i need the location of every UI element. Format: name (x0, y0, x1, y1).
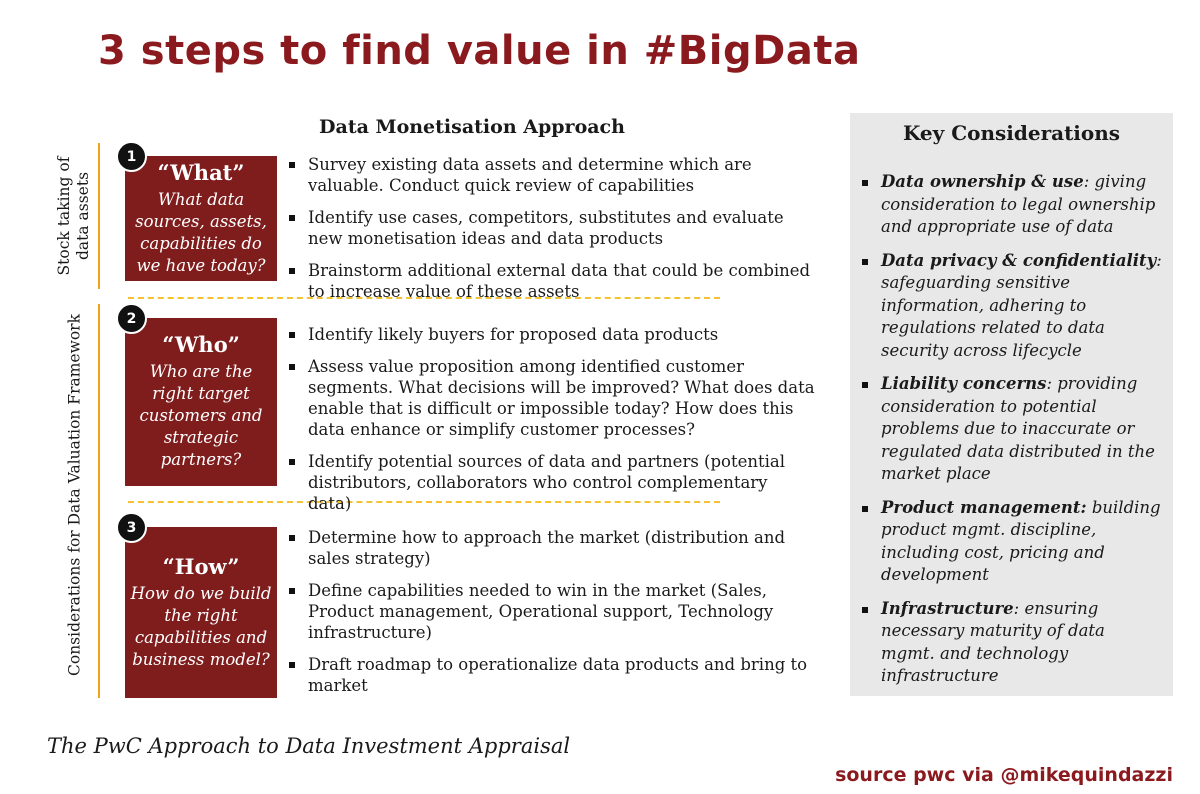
list-item (287, 451, 815, 514)
step-2-question: Who are the right target customers and strategic partners? (139, 362, 263, 469)
list-item (287, 154, 815, 196)
list-item (862, 250, 1162, 363)
consideration-term: Product management: (881, 497, 1087, 517)
step-2-number: 2 (116, 303, 147, 334)
step-3-number: 3 (116, 512, 147, 543)
bullet-text: Identify potential sources of data and partners (potential distributors, collaborators who control complementary data) (308, 452, 786, 513)
list-item (287, 527, 815, 569)
bullet-square-icon (289, 662, 295, 668)
list-item (862, 373, 1162, 486)
bullet-square-icon (862, 180, 868, 186)
step-3-box (125, 519, 277, 698)
key-considerations-list (862, 171, 1162, 699)
considerations-label-text: Considerations for Data Valuation Framework (65, 314, 84, 676)
step-3-keyword: “How” (162, 553, 240, 579)
list-item (287, 324, 815, 345)
step-1-keyword: “What” (157, 159, 245, 185)
bullet-square-icon (289, 332, 295, 338)
list-item (862, 598, 1162, 688)
considerations-line (98, 304, 100, 698)
consideration-term: Data privacy & confidentiality (881, 250, 1157, 270)
list-item (287, 654, 815, 696)
bullet-square-icon (289, 215, 295, 221)
consideration-text: : safeguarding sensitive information, adhering to regulations related to data security across lifecycle (881, 250, 1162, 360)
approach-heading: Data Monetisation Approach (319, 116, 625, 138)
step-1-question: What data sources, assets, capabilities do we have today? (135, 189, 267, 275)
step-3-question: How do we build the right capabilities and business model? (130, 583, 272, 669)
bullet-square-icon (289, 162, 295, 168)
step-1-bullets (287, 154, 815, 313)
consideration-term: Infrastructure (881, 598, 1014, 618)
bullet-text: Identify likely buyers for proposed data products (308, 325, 719, 344)
bullet-text: Identify use cases, competitors, substitutes and evaluate new monetisation ideas and data products (308, 208, 784, 248)
key-considerations-title: Key Considerations (902, 121, 1121, 145)
stock-taking-line (98, 143, 100, 289)
list-item (287, 580, 815, 643)
bullet-square-icon (289, 268, 295, 274)
list-item (862, 497, 1162, 587)
bullet-square-icon (289, 459, 295, 465)
stock-taking-label-line1: Stock taking of (55, 156, 73, 276)
source-credit: source pwc via @mikequindazzi (835, 764, 1173, 786)
bullet-square-icon (862, 382, 868, 388)
bullet-text: Assess value proposition among identified customer segments. What decisions will be improved? What does data enable that is difficult or impossible today? How does this data enhance or simplify customer processes? (308, 357, 815, 439)
stock-taking-label-line2: data assets (74, 171, 92, 261)
consideration-term: Liability concerns (881, 374, 1047, 393)
bullet-text: Brainstorm additional external data that could be combined to increase value of these assets (308, 261, 811, 301)
key-considerations-panel (850, 113, 1173, 696)
bullet-text: Draft roadmap to operationalize data products and bring to market (308, 655, 808, 695)
consideration-text: building product mgmt. discipline, including cost, pricing and development (881, 497, 1161, 584)
step-2-box (125, 310, 277, 486)
consideration-text: : giving consideration to legal ownership and appropriate use of data (881, 172, 1156, 236)
step-3-bullets (287, 527, 815, 707)
bullet-square-icon (862, 506, 868, 512)
list-item (287, 207, 815, 249)
footer-caption: The PwC Approach to Data Investment Appraisal (47, 734, 571, 758)
step-2-keyword: “Who” (162, 332, 240, 357)
consideration-text: : providing consideration to potential problems due to inaccurate or regulated data distributed in the market place (881, 374, 1155, 483)
stock-taking-label (55, 157, 93, 276)
step-1-number: 1 (116, 141, 147, 172)
bullet-square-icon (289, 364, 295, 370)
bullet-square-icon (862, 259, 868, 265)
considerations-label (66, 314, 85, 676)
bullet-square-icon (862, 607, 868, 613)
slide-title: 3 steps to find value in #BigData (98, 28, 861, 74)
step-2-bullets (287, 324, 815, 525)
bullet-text: Survey existing data assets and determine which are valuable. Conduct quick review of capabilities (308, 155, 752, 195)
consideration-text: : ensuring necessary maturity of data mgmt. and technology infrastructure (881, 598, 1105, 685)
bullet-square-icon (289, 535, 295, 541)
bullet-square-icon (289, 588, 295, 594)
consideration-term: Data ownership & use (881, 172, 1084, 191)
bullet-text: Determine how to approach the market (distribution and sales strategy) (308, 528, 786, 568)
list-item (862, 171, 1162, 239)
bullet-text: Define capabilities needed to win in the market (Sales, Product management, Operational support, Technology infrastructure) (308, 581, 774, 642)
list-item (287, 356, 815, 440)
list-item (287, 260, 815, 302)
step-1-box (125, 148, 277, 281)
